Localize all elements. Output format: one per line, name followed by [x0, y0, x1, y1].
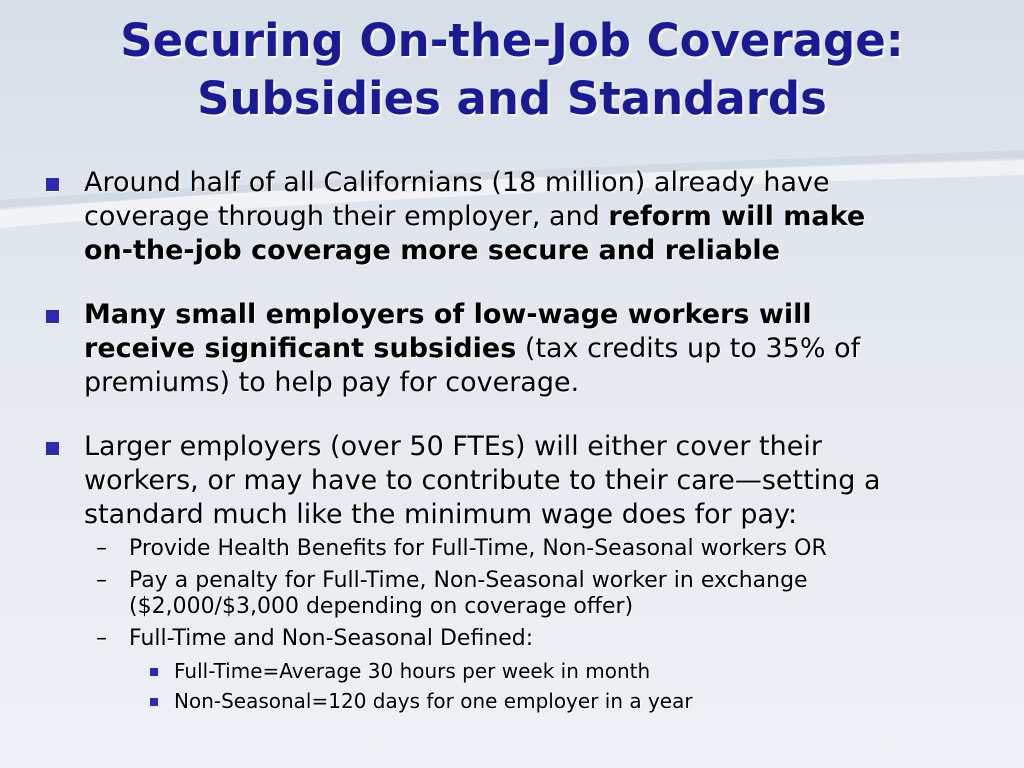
dash-bullet-icon: – — [96, 536, 107, 561]
small-square-bullet-icon — [150, 668, 158, 676]
bullet-larger-employers — [44, 430, 984, 532]
subsub-text: Full-Time=Average 30 hours per week in month — [174, 659, 651, 683]
dash-bullet-icon: – — [96, 568, 107, 593]
subbullet-health-benefits — [44, 536, 984, 562]
subsub-text: Non-Seasonal=120 days for one employer in a year — [174, 689, 693, 713]
subbullet-text: Full-Time and Non-Seasonal Defined: — [129, 626, 534, 651]
bullet-bold-text: on-the-job coverage more secure and reliable — [84, 235, 780, 266]
subbullet-text: Provide Health Benefits for Full-Time, Non-Seasonal workers OR — [129, 536, 827, 561]
slide-title — [0, 12, 1024, 128]
title-line-2: Subsidies and Standards — [197, 72, 827, 125]
bullet-text: coverage through their employer, and — [84, 201, 609, 232]
subbullet-text: ($2,000/$3,000 depending on coverage offer) — [129, 594, 634, 619]
bullet-small-employers — [44, 298, 984, 400]
title-line-1: Securing On-the-Job Coverage: — [120, 14, 904, 67]
subbullet-penalty — [44, 568, 984, 620]
bullet-bold-text: Many small employers of low-wage workers will — [84, 299, 812, 330]
bullet-text: workers, or may have to contribute to their care—setting a — [84, 465, 881, 496]
bullet-text: standard much like the minimum wage does for pay: — [84, 499, 798, 530]
bullet-text: (tax credits up to 35% of — [516, 333, 861, 364]
square-bullet-icon — [46, 310, 59, 323]
dash-bullet-icon: – — [96, 626, 107, 651]
bullet-text: Larger employers (over 50 FTEs) will either cover their — [84, 431, 822, 462]
bullet-bold-text: receive significant subsidies — [84, 333, 517, 364]
subsub-full-time — [44, 658, 984, 684]
subsub-non-seasonal — [44, 688, 984, 714]
bullet-bold-text: reform will make — [608, 201, 866, 232]
square-bullet-icon — [46, 178, 59, 191]
slide-content — [44, 166, 984, 718]
bullet-text: premiums) to help pay for coverage. — [84, 367, 580, 398]
bullet-employer-coverage — [44, 166, 984, 268]
subbullet-definitions — [44, 626, 984, 652]
bullet-text: Around half of all Californians (18 million) already have — [84, 167, 830, 198]
square-bullet-icon — [46, 442, 59, 455]
subbullet-text: Pay a penalty for Full-Time, Non-Seasonal worker in exchange — [129, 568, 808, 593]
small-square-bullet-icon — [150, 698, 158, 706]
